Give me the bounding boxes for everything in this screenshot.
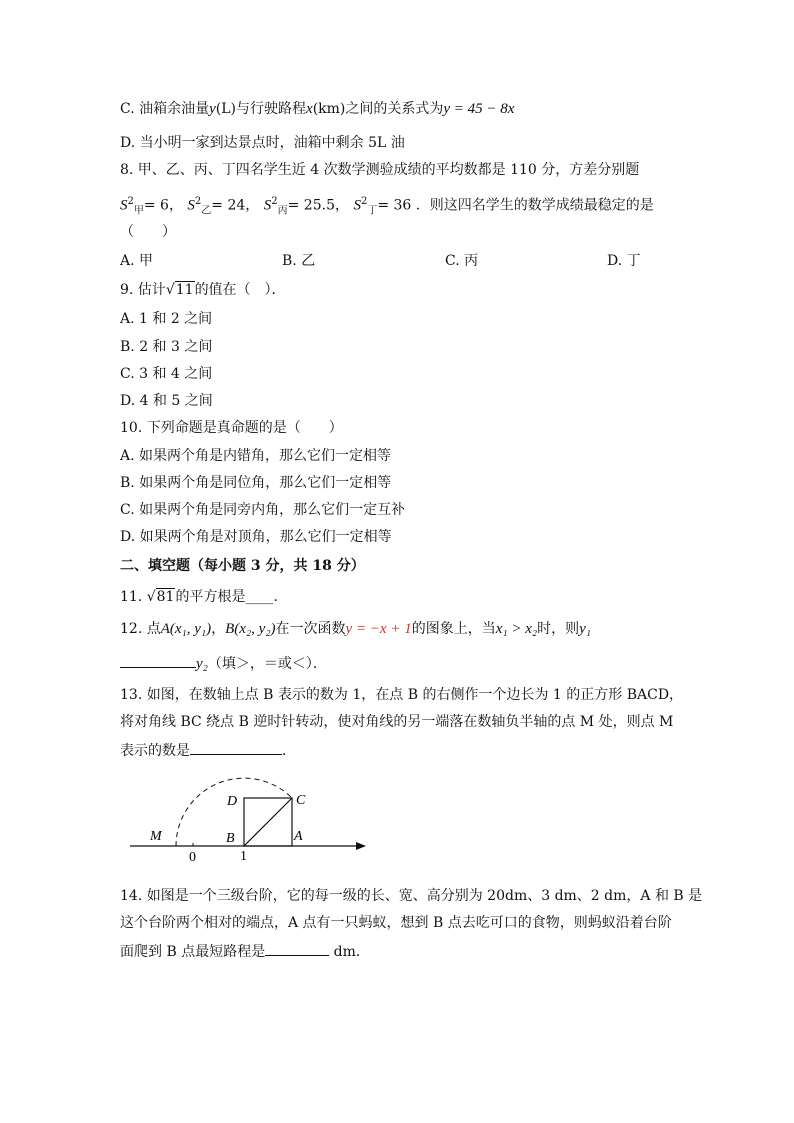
q14-line2: 这个台阶两个相对的端点，A 点有一只蚂蚁，想到 B 点去吃可口的食物，则蚂蚁沿着台阶	[120, 915, 672, 931]
q10-stem: 10. 下列命题是真命题的是（ ）	[120, 420, 343, 436]
q12-line2: y₂（填＞，＝或＜）．	[120, 653, 327, 674]
q11-stem: 11. √81的平方根是____．	[120, 589, 288, 605]
q9-option-c: C. 3 和 4 之间	[120, 366, 213, 382]
q8-variances: $S^2_甲= 6$， $S^2_乙= 24$， $S^2_丙= 25.5$， $S^2_丁= 36$ ．则这四名学生的数学成绩最稳定的是	[120, 196, 654, 217]
q14-line1: 14. 如图是一个三级台阶，它的每一级的长、宽、高分别为 20dm、3 dm、2 dm，A 和 B 是	[120, 888, 703, 904]
var-x: x	[306, 101, 313, 117]
q10-option-c: C. 如果两个角是同旁内角，那么它们一定互补	[120, 502, 406, 518]
tick-label-0: 0	[189, 850, 196, 865]
q8-paren: （ ）	[120, 224, 176, 240]
q10-option-b: B. 如果两个角是同位角，那么它们一定相等	[120, 475, 392, 491]
q7-option-c: C. 油箱余油量y(L)与行驶路程x(km)之间的关系式为y = 45 − 8x	[120, 101, 515, 117]
q8-option-a: A. 甲	[120, 253, 154, 269]
label-c: C	[296, 793, 306, 808]
var-y: y	[209, 101, 216, 117]
label-d: D	[227, 794, 238, 809]
q9-option-a: A. 1 和 2 之间	[120, 311, 213, 327]
function-formula: y = −x + 1	[345, 621, 412, 637]
q8-stem: 8. 甲、乙、丙、丁四名学生近 4 次数学测验成绩的平均数都是 110 分，方差分别题	[120, 162, 640, 178]
section-title: 二、填空题（每小题 3 分，共 18 分）	[120, 558, 365, 574]
formula: y = 45 − 8x	[443, 101, 515, 117]
q7-option-d: D. 当小明一家到达景点时，油箱中剩余 5L 油	[120, 135, 405, 151]
q10-option-d: D. 如果两个角是对顶角，那么它们一定相等	[120, 529, 392, 545]
q10-option-a: A. 如果两个角是内错角，那么它们一定相等	[120, 448, 392, 464]
q9-stem: 9. 估计√11的值在（ ）．	[120, 282, 286, 298]
axis-arrow	[356, 842, 366, 850]
number-line-figure	[120, 770, 380, 870]
label-a: A	[294, 829, 303, 844]
q8-option-b: B. 乙	[282, 253, 316, 269]
q14-line3: 面爬到 B 点最短路程是 dm．	[120, 941, 370, 962]
q8-option-d: D. 丁	[607, 253, 641, 269]
tick-label-1: 1	[240, 849, 247, 864]
q9-option-b: B. 2 和 3 之间	[120, 339, 213, 355]
q9-option-d: D. 4 和 5 之间	[120, 393, 213, 409]
label-b: B	[226, 831, 235, 846]
q12-stem: 12. 点A(x₁, y₁)，B(x₂, y₂)在一次函数y = −x + 1的图象上，当x₁ > x₂时，则y₁	[120, 621, 591, 637]
answer-blank	[190, 740, 282, 755]
q13-line3: 表示的数是 ．	[120, 740, 296, 761]
sqrt-symbol: √81	[146, 589, 175, 605]
label-m: M	[150, 829, 162, 844]
q13-line1: 13. 如图，在数轴上点 B 表示的数为 1，在点 B 的右侧作一个边长为 1 的正方形 BACD，	[120, 687, 684, 703]
q8-option-c: C. 丙	[445, 253, 479, 269]
q13-line2: 将对角线 BC 绕点 B 逆时针转动，使对角线的另一端落在数轴负半轴的点 M 处，则点 M	[120, 714, 674, 730]
diagonal-bc	[244, 798, 292, 846]
answer-blank	[120, 653, 196, 668]
sqrt-symbol: √11	[165, 282, 194, 298]
answer-blank	[265, 941, 329, 956]
